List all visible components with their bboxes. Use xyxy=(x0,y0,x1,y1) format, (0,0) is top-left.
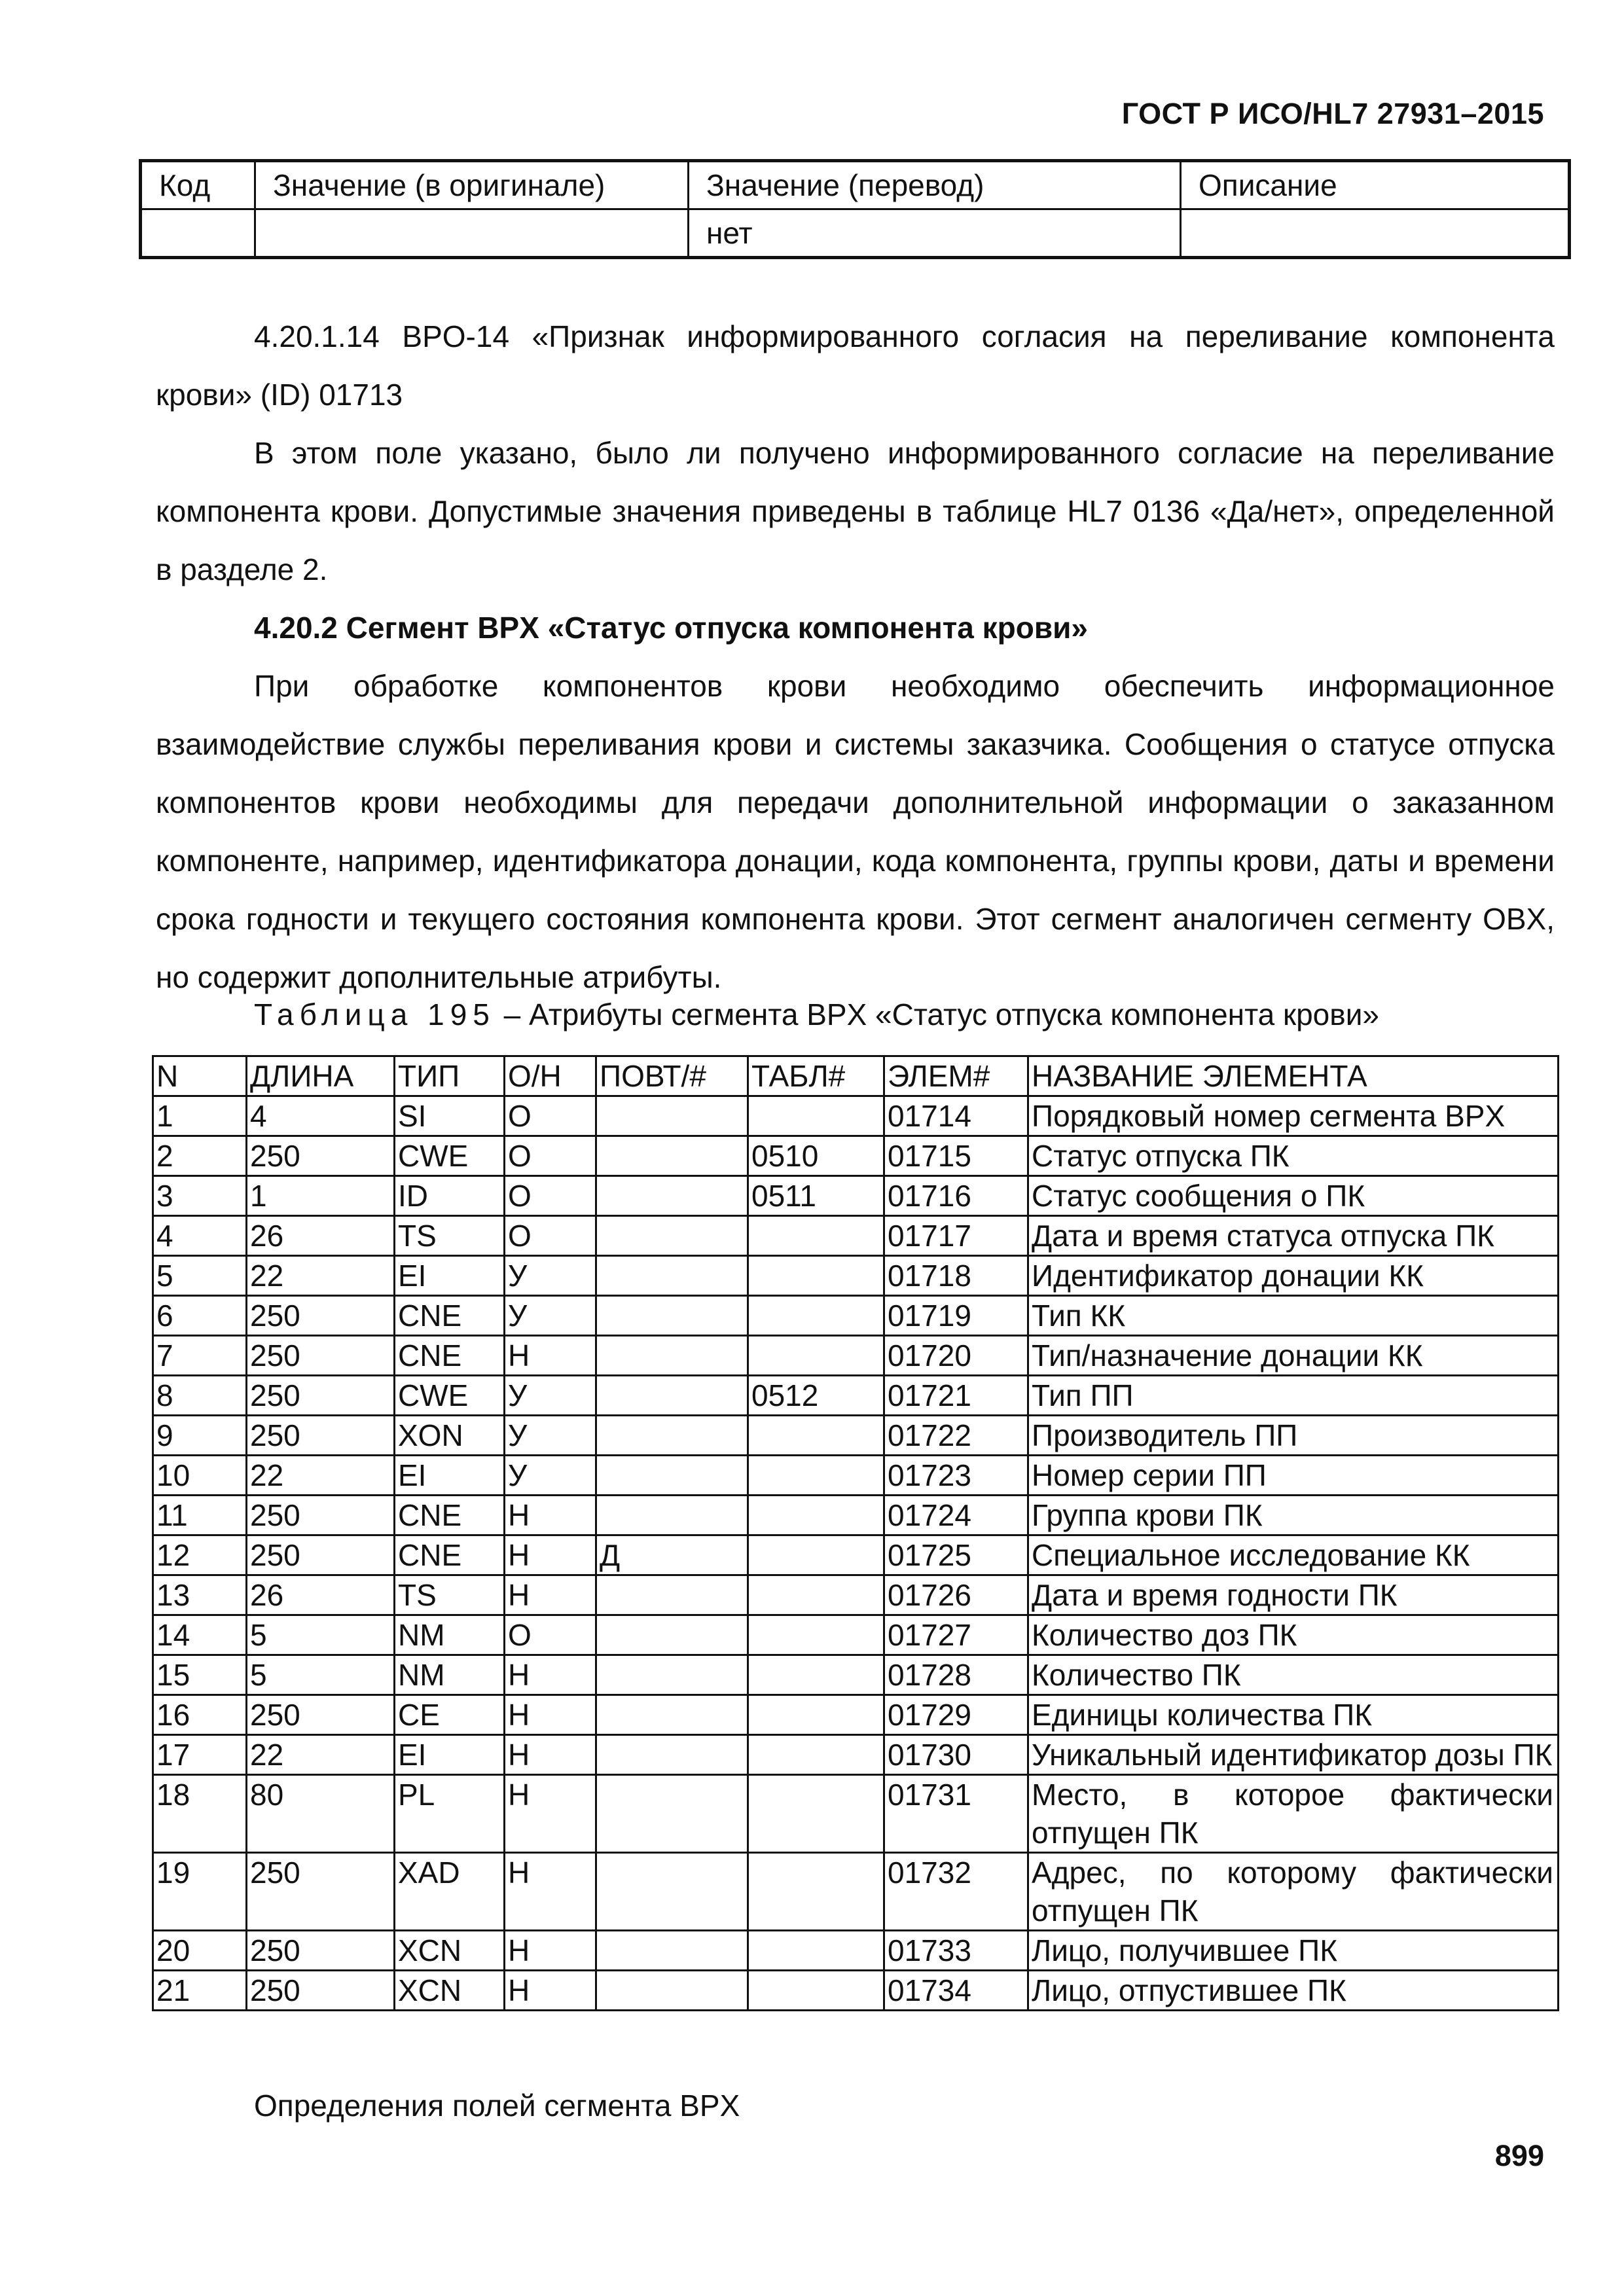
table-cell: 01723 xyxy=(884,1456,1028,1496)
caption-dash: – xyxy=(503,997,521,1031)
table-row xyxy=(153,1296,1559,1336)
page-number: 899 xyxy=(1494,2139,1544,2172)
table-cell: 01726 xyxy=(884,1575,1028,1615)
table-cell xyxy=(748,1216,884,1256)
table-cell: Н xyxy=(505,1535,596,1575)
caption-label: Таблица 195 xyxy=(254,997,496,1031)
table-cell: CNE xyxy=(395,1535,505,1575)
table-cell xyxy=(748,1416,884,1456)
table-cell xyxy=(596,1216,748,1256)
section-heading: 4.20.2 Сегмент BPX «Статус отпуска компонента крови» xyxy=(254,611,1088,645)
table-cell: 0512 xyxy=(748,1376,884,1416)
table-row xyxy=(153,1496,1559,1535)
table-cell: Производитель ПП xyxy=(1028,1416,1559,1456)
table-cell xyxy=(748,1775,884,1853)
paragraph-field-14: 4.20.1.14 BPO-14 «Признак информированного согласия на переливание компонента крови» (ID) 01713 xyxy=(156,319,1555,412)
table-row xyxy=(153,1336,1559,1376)
table-cell xyxy=(596,1256,748,1296)
table-cell: 22 xyxy=(247,1456,395,1496)
table-cell: 26 xyxy=(247,1216,395,1256)
table-cell: CWE xyxy=(395,1136,505,1176)
table-row xyxy=(153,1655,1559,1695)
table-cell xyxy=(596,1853,748,1931)
table-cell: 18 xyxy=(153,1775,247,1853)
table-cell: У xyxy=(505,1456,596,1496)
table-cell: 17 xyxy=(153,1735,247,1775)
table-cell: 01727 xyxy=(884,1615,1028,1655)
table-cell xyxy=(596,1775,748,1853)
table-cell: CE xyxy=(395,1695,505,1735)
table-cell xyxy=(596,1296,748,1336)
table-cell: Номер серии ПП xyxy=(1028,1456,1559,1496)
table-cell: Н xyxy=(505,1496,596,1535)
table-cell: 5 xyxy=(153,1256,247,1296)
table-cell: Статус отпуска ПК xyxy=(1028,1136,1559,1176)
table-cell: Тип/назначение донации КК xyxy=(1028,1336,1559,1376)
table-cell xyxy=(748,1853,884,1931)
table-cell: 250 xyxy=(247,1296,395,1336)
table-cell: EI xyxy=(395,1256,505,1296)
paragraph-field-14-description: В этом поле указано, было ли получено информированного согласие на переливание компонента крови. Допустимые значения приведены в таблице HL7 0136 «Да/нет», определенной в разделе 2. xyxy=(156,436,1555,586)
table-cell: 01717 xyxy=(884,1216,1028,1256)
table-cell: 01733 xyxy=(884,1931,1028,1971)
table-cell: 01716 xyxy=(884,1176,1028,1216)
table-cell xyxy=(748,1971,884,2011)
table-row xyxy=(153,1971,1559,2011)
table-cell: 01722 xyxy=(884,1416,1028,1456)
table-cell xyxy=(596,1615,748,1655)
table-cell: 01715 xyxy=(884,1136,1028,1176)
table-cell: PL xyxy=(395,1775,505,1853)
table-cell: 4 xyxy=(153,1216,247,1256)
table-cell xyxy=(748,1615,884,1655)
table-cell: 22 xyxy=(247,1256,395,1296)
table-row xyxy=(153,1456,1559,1496)
table-cell: 3 xyxy=(153,1176,247,1216)
bpx-attributes-table xyxy=(152,1055,1559,2011)
document-code: ГОСТ Р ИСО/HL7 27931–2015 xyxy=(1121,97,1544,130)
table-cell: XCN xyxy=(395,1971,505,2011)
table-cell: 11 xyxy=(153,1496,247,1535)
table-cell: 22 xyxy=(247,1735,395,1775)
table-cell: Идентификатор донации КК xyxy=(1028,1256,1559,1296)
table-cell: XCN xyxy=(395,1931,505,1971)
table-cell: 1 xyxy=(247,1176,395,1216)
table-cell: 01730 xyxy=(884,1735,1028,1775)
table-row xyxy=(153,1853,1559,1931)
table-cell: SI xyxy=(395,1096,505,1136)
table-cell: 14 xyxy=(153,1615,247,1655)
table-cell: 15 xyxy=(153,1655,247,1695)
table-cell: Лицо, получившее ПК xyxy=(1028,1931,1559,1971)
body-text xyxy=(156,308,1555,1007)
table-cell: 6 xyxy=(153,1296,247,1336)
header-cell: ТИП xyxy=(395,1056,505,1096)
table-cell: TS xyxy=(395,1216,505,1256)
table-cell: 250 xyxy=(247,1336,395,1376)
table-header-row xyxy=(141,161,1570,209)
table-cell: Н xyxy=(505,1655,596,1695)
code-values-table xyxy=(139,159,1571,259)
table-cell: CNE xyxy=(395,1296,505,1336)
table-cell xyxy=(141,209,255,258)
table-cell: Тип ПП xyxy=(1028,1376,1559,1416)
table-cell xyxy=(596,1416,748,1456)
table-cell: 01728 xyxy=(884,1655,1028,1695)
table-cell xyxy=(596,1496,748,1535)
table-cell: 250 xyxy=(247,1416,395,1456)
table-cell: 4 xyxy=(247,1096,395,1136)
table-cell: Специальное исследование КК xyxy=(1028,1535,1559,1575)
header-cell: Значение (в оригинале) xyxy=(255,161,689,209)
table-cell xyxy=(596,1931,748,1971)
table-cell xyxy=(596,1336,748,1376)
table-cell: 80 xyxy=(247,1775,395,1853)
header-cell: ДЛИНА xyxy=(247,1056,395,1096)
header-cell: ТАБЛ# xyxy=(748,1056,884,1096)
table-cell: 250 xyxy=(247,1496,395,1535)
table-cell: XAD xyxy=(395,1853,505,1931)
table-cell xyxy=(596,1376,748,1416)
table-row xyxy=(153,1096,1559,1136)
table-row xyxy=(153,1216,1559,1256)
table-cell: 01719 xyxy=(884,1296,1028,1336)
table-cell: Статус сообщения о ПК xyxy=(1028,1176,1559,1216)
table-cell xyxy=(255,209,689,258)
table-cell xyxy=(748,1256,884,1296)
table-cell: 01731 xyxy=(884,1775,1028,1853)
table-cell: 19 xyxy=(153,1853,247,1931)
table-cell: 0510 xyxy=(748,1136,884,1176)
table-cell: Дата и время годности ПК xyxy=(1028,1575,1559,1615)
table-cell: 01720 xyxy=(884,1336,1028,1376)
table-cell: 250 xyxy=(247,1695,395,1735)
table-cell: 26 xyxy=(247,1575,395,1615)
table-row xyxy=(153,1735,1559,1775)
table-cell xyxy=(748,1296,884,1336)
table-cell: 1 xyxy=(153,1096,247,1136)
table-cell: 01732 xyxy=(884,1853,1028,1931)
table-row xyxy=(153,1615,1559,1655)
table-cell xyxy=(748,1575,884,1615)
table-cell: У xyxy=(505,1256,596,1296)
table-cell: О xyxy=(505,1615,596,1655)
table-header-row xyxy=(153,1056,1559,1096)
header-cell: НАЗВАНИЕ ЭЛЕМЕНТА xyxy=(1028,1056,1559,1096)
table-cell: нет xyxy=(689,209,1181,258)
table-caption xyxy=(254,997,1379,1032)
table-row xyxy=(153,1775,1559,1853)
table-cell: О xyxy=(505,1096,596,1136)
table-cell: TS xyxy=(395,1575,505,1615)
table-cell: 10 xyxy=(153,1456,247,1496)
table-cell: 250 xyxy=(247,1535,395,1575)
header-cell: ЭЛЕМ# xyxy=(884,1056,1028,1096)
definitions-heading: Определения полей сегмента BPX xyxy=(254,2089,740,2123)
table-row xyxy=(153,1535,1559,1575)
table-cell: 01734 xyxy=(884,1971,1028,2011)
table-cell: 7 xyxy=(153,1336,247,1376)
table-cell: 250 xyxy=(247,1376,395,1416)
table-cell: Н xyxy=(505,1853,596,1931)
table-cell xyxy=(748,1655,884,1695)
table-row xyxy=(153,1176,1559,1216)
table-row xyxy=(153,1136,1559,1176)
table-cell xyxy=(596,1456,748,1496)
header-cell: ПОВТ/# xyxy=(596,1056,748,1096)
header-cell: N xyxy=(153,1056,247,1096)
table-cell: 0511 xyxy=(748,1176,884,1216)
table-cell: У xyxy=(505,1296,596,1336)
table-cell: CNE xyxy=(395,1496,505,1535)
header-cell: Описание xyxy=(1181,161,1570,209)
table-cell xyxy=(596,1695,748,1735)
table-cell xyxy=(596,1136,748,1176)
table-cell xyxy=(748,1496,884,1535)
table-cell: Н xyxy=(505,1931,596,1971)
table-cell: 12 xyxy=(153,1535,247,1575)
header-cell: О/Н xyxy=(505,1056,596,1096)
table-cell: 20 xyxy=(153,1931,247,1971)
table-cell: 9 xyxy=(153,1416,247,1456)
table-cell: У xyxy=(505,1416,596,1456)
table-cell: NM xyxy=(395,1655,505,1695)
table-cell: Уникальный идентификатор дозы ПК xyxy=(1028,1735,1559,1775)
table-row xyxy=(153,1575,1559,1615)
header-cell: Значение (перевод) xyxy=(689,161,1181,209)
table-cell: Группа крови ПК xyxy=(1028,1496,1559,1535)
table-cell xyxy=(748,1735,884,1775)
table-cell: Н xyxy=(505,1775,596,1853)
table-cell: Порядковый номер сегмента BPX xyxy=(1028,1096,1559,1136)
table-cell: Н xyxy=(505,1971,596,2011)
table-cell: Место, в которое фактически отпущен ПК xyxy=(1028,1775,1559,1853)
table-cell: Адрес, по которому фактически отпущен ПК xyxy=(1028,1853,1559,1931)
table-cell: О xyxy=(505,1176,596,1216)
table-cell: Тип КК xyxy=(1028,1296,1559,1336)
table-row xyxy=(153,1695,1559,1735)
table-cell: 01725 xyxy=(884,1535,1028,1575)
table-cell: 16 xyxy=(153,1695,247,1735)
table-cell: О xyxy=(505,1216,596,1256)
table-cell xyxy=(748,1695,884,1735)
table-cell xyxy=(748,1931,884,1971)
table-cell: О xyxy=(505,1136,596,1176)
table-cell xyxy=(596,1971,748,2011)
table-cell: 250 xyxy=(247,1971,395,2011)
table-cell: Дата и время статуса отпуска ПК xyxy=(1028,1216,1559,1256)
table-cell xyxy=(748,1096,884,1136)
table-cell xyxy=(596,1096,748,1136)
table-row xyxy=(153,1931,1559,1971)
table-cell: Н xyxy=(505,1336,596,1376)
table-cell: 250 xyxy=(247,1853,395,1931)
table-cell: 21 xyxy=(153,1971,247,2011)
table-cell: Лицо, отпустившее ПК xyxy=(1028,1971,1559,2011)
table-cell: NM xyxy=(395,1615,505,1655)
table-cell: EI xyxy=(395,1456,505,1496)
table-cell: 250 xyxy=(247,1931,395,1971)
table-row xyxy=(153,1256,1559,1296)
paragraph-segment-description: При обработке компонентов крови необходимо обеспечить информационное взаимодействие службы переливания крови и системы заказчика. Сообщения о статусе отпуска компонентов крови необходимы для передачи дополнительной информации о заказанном компоненте, например, идентификатора донации, кода компонента, группы крови, даты и времени срока годности и текущего состояния компонента крови. Этот сегмент аналогичен сегменту OBX, но содержит дополнительные атрибуты. xyxy=(156,669,1555,994)
table-cell: XON xyxy=(395,1416,505,1456)
table-cell: CWE xyxy=(395,1376,505,1416)
table-cell xyxy=(748,1336,884,1376)
table-cell: 13 xyxy=(153,1575,247,1615)
table-cell xyxy=(596,1735,748,1775)
table-cell xyxy=(1181,209,1570,258)
caption-title: Атрибуты сегмента BPX «Статус отпуска компонента крови» xyxy=(529,997,1379,1031)
table-cell: 01714 xyxy=(884,1096,1028,1136)
table-cell xyxy=(596,1655,748,1695)
table-cell: 01729 xyxy=(884,1695,1028,1735)
table-cell: 01721 xyxy=(884,1376,1028,1416)
table-cell: Количество ПК xyxy=(1028,1655,1559,1695)
table-row xyxy=(153,1376,1559,1416)
table-cell: 01718 xyxy=(884,1256,1028,1296)
header-cell: Код xyxy=(141,161,255,209)
table-row xyxy=(141,209,1570,258)
table-cell: У xyxy=(505,1376,596,1416)
table-cell: 8 xyxy=(153,1376,247,1416)
table-cell: CNE xyxy=(395,1336,505,1376)
table-cell: Н xyxy=(505,1575,596,1615)
table-cell xyxy=(748,1535,884,1575)
table-cell: Д xyxy=(596,1535,748,1575)
table-cell xyxy=(748,1456,884,1496)
table-cell: Н xyxy=(505,1735,596,1775)
table-cell xyxy=(596,1575,748,1615)
table-cell: EI xyxy=(395,1735,505,1775)
table-cell xyxy=(596,1176,748,1216)
table-cell: Количество доз ПК xyxy=(1028,1615,1559,1655)
table-cell: ID xyxy=(395,1176,505,1216)
table-cell: 2 xyxy=(153,1136,247,1176)
table-row xyxy=(153,1416,1559,1456)
table-cell: Н xyxy=(505,1695,596,1735)
table-cell: Единицы количества ПК xyxy=(1028,1695,1559,1735)
table-cell: 5 xyxy=(247,1655,395,1695)
table-cell: 01724 xyxy=(884,1496,1028,1535)
table-cell: 250 xyxy=(247,1136,395,1176)
table-cell: 5 xyxy=(247,1615,395,1655)
